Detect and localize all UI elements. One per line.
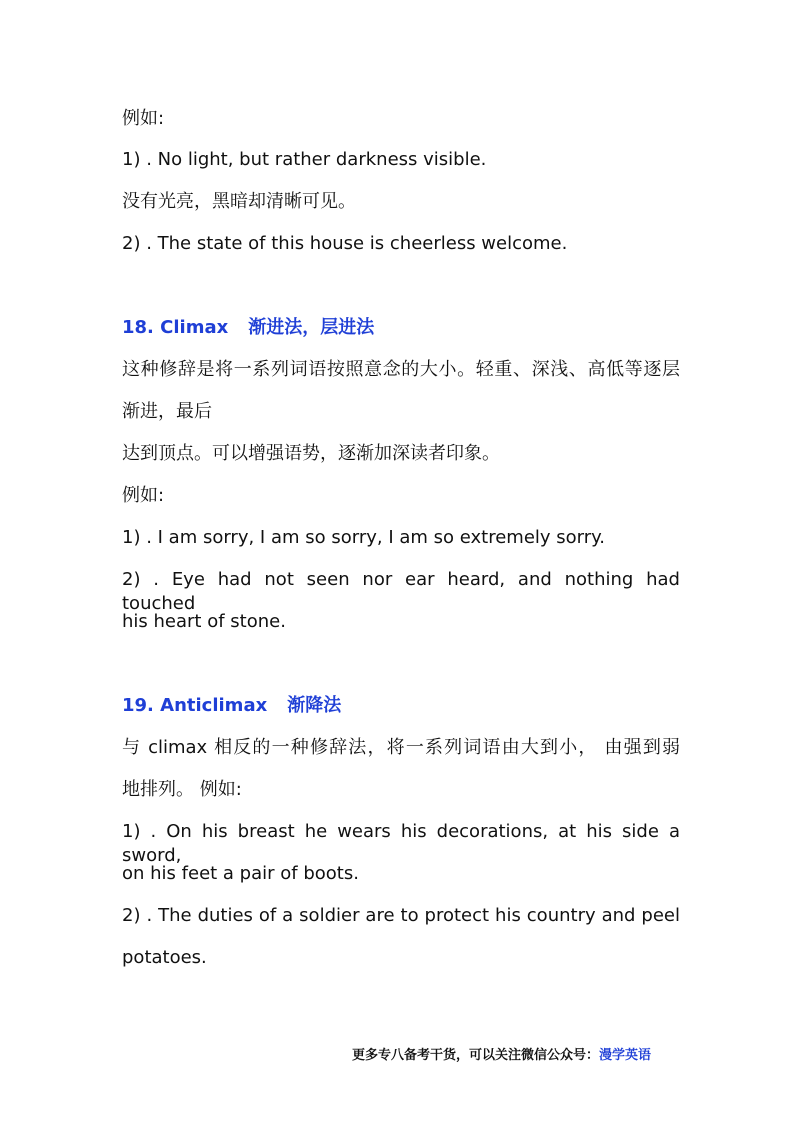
section-description: 这种修辞是将一系列词语按照意念的大小。轻重、深浅、高低等逐层 bbox=[122, 359, 680, 380]
footer-brand: 漫学英语 bbox=[599, 1048, 652, 1063]
section-heading-anticlimax bbox=[122, 694, 341, 718]
example-label: 例如: bbox=[122, 108, 165, 129]
section-description: 达到顶点。可以增强语势，逐渐加深读者印象。 bbox=[122, 443, 500, 464]
page-footer bbox=[352, 1046, 682, 1066]
example-sentence: 1) . I am sorry, I am so sorry, I am so extremely sorry. bbox=[122, 527, 605, 548]
section-number-title: 18. Climax bbox=[122, 317, 229, 338]
example-translation: 没有光亮，黑暗却清晰可见。 bbox=[122, 191, 356, 212]
example-sentence: 1) . On his breast he wears his decorations, at his side a sword, bbox=[122, 821, 680, 866]
section-number-title: 19. Anticlimax bbox=[122, 695, 268, 716]
section-description: 地排列。 例如: bbox=[122, 779, 242, 800]
section-chinese-title: 渐降法 bbox=[287, 695, 342, 716]
section-description: 渐进，最后 bbox=[122, 401, 212, 422]
section-heading-climax bbox=[122, 316, 374, 340]
example-sentence: on his feet a pair of boots. bbox=[122, 863, 359, 884]
section-description: 与 climax 相反的一种修辞法，将一系列词语由大到小， 由强到弱 bbox=[122, 737, 680, 758]
example-sentence: 2) . The state of this house is cheerless welcome. bbox=[122, 233, 568, 254]
example-sentence: potatoes. bbox=[122, 947, 207, 968]
example-sentence: 1) . No light, but rather darkness visible. bbox=[122, 149, 487, 170]
footer-text: 更多专八备考干货，可以关注微信公众号： bbox=[352, 1048, 600, 1063]
example-label: 例如: bbox=[122, 485, 165, 506]
section-chinese-title: 渐进法，层进法 bbox=[248, 317, 375, 338]
example-sentence: 2) . Eye had not seen nor ear heard, and nothing had touched bbox=[122, 569, 680, 614]
example-sentence: his heart of stone. bbox=[122, 611, 286, 632]
example-sentence: 2) . The duties of a soldier are to protect his country and peel bbox=[122, 905, 680, 926]
